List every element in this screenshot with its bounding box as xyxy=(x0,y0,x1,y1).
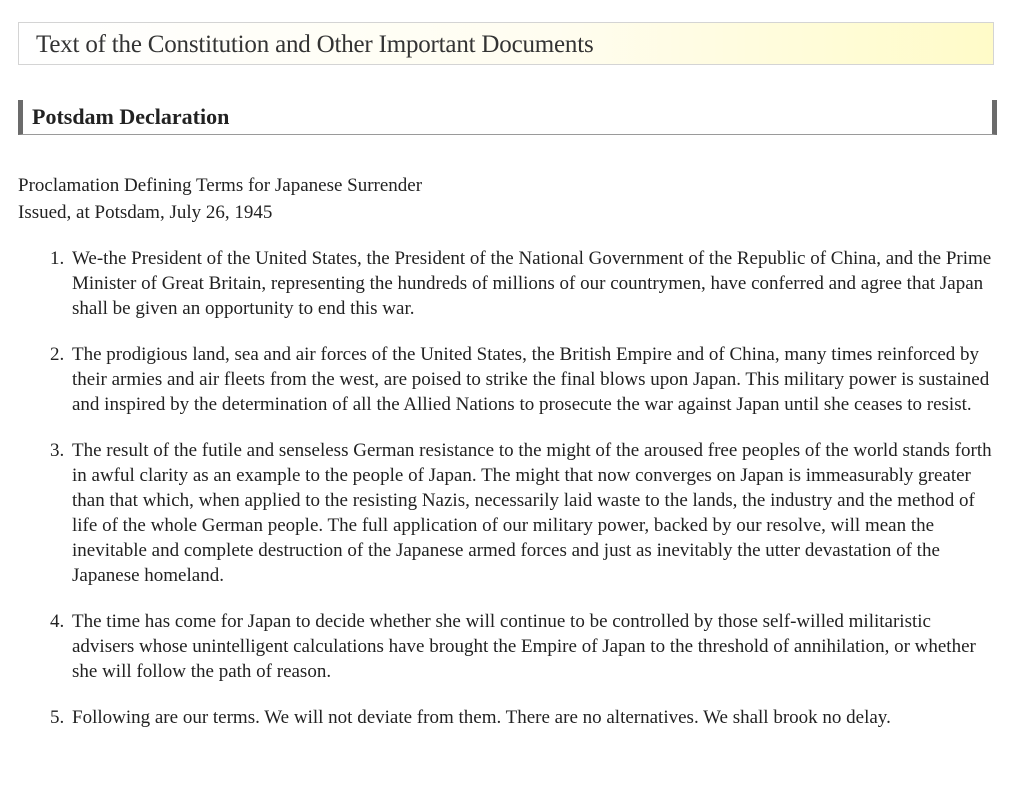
document-banner xyxy=(18,22,994,65)
term-number: 4. xyxy=(50,611,65,632)
term-number: 2. xyxy=(50,344,65,365)
banner-title: Text of the Constitution and Other Important Documents xyxy=(36,31,594,58)
intro-line-proclamation: Proclamation Defining Terms for Japanese Surrender xyxy=(18,175,423,196)
intro-line-issued: Issued, at Potsdam, July 26, 1945 xyxy=(18,202,273,223)
terms-list xyxy=(18,246,993,751)
term-text: The result of the futile and senseless German resistance to the might of the aroused free peoples of the world stands forth in awful clarity as an example to the people of Japan. The might that now converges on Japan is immeasurably greater than that which, when applied to the resisting Nazis, necessarily laid waste to the lands, the industry and the method of life of the whole German people. The full application of our military power, backed by our resolve, will mean the inevitable and complete destruction of the Japanese armed forces and just as inevitably the utter devastation of the Japanese homeland. xyxy=(72,440,992,586)
term-item-1 xyxy=(18,246,993,321)
term-text: The prodigious land, sea and air forces of the United States, the British Empire and of China, many times reinforced by their armies and air fleets from the west, are poised to strike the final blows upon Japan. This military power is sustained and inspired by the determination of all the Allied Nations to prosecute the war against Japan until she ceases to resist. xyxy=(72,344,990,415)
term-number: 1. xyxy=(50,248,65,269)
document-intro xyxy=(18,172,422,226)
term-item-4 xyxy=(18,609,993,684)
term-number: 5. xyxy=(50,707,65,728)
section-title: Potsdam Declaration xyxy=(32,104,230,129)
term-item-5 xyxy=(18,705,993,730)
term-item-3 xyxy=(18,438,993,588)
term-text: The time has come for Japan to decide whether she will continue to be controlled by those self-willed militaristic advisers whose unintelligent calculations have brought the Empire of Japan to the threshold of annihilation, or whether she will follow the path of reason. xyxy=(72,611,976,682)
term-text: Following are our terms. We will not deviate from them. There are no alternatives. We shall brook no delay. xyxy=(72,707,891,728)
term-item-2 xyxy=(18,342,993,417)
section-heading xyxy=(18,100,997,135)
term-number: 3. xyxy=(50,440,65,461)
term-text: We-the President of the United States, the President of the National Government of the Republic of China, and the Prime Minister of Great Britain, representing the hundreds of millions of our countrymen, have conferred and agree that Japan shall be given an opportunity to end this war. xyxy=(72,248,992,319)
